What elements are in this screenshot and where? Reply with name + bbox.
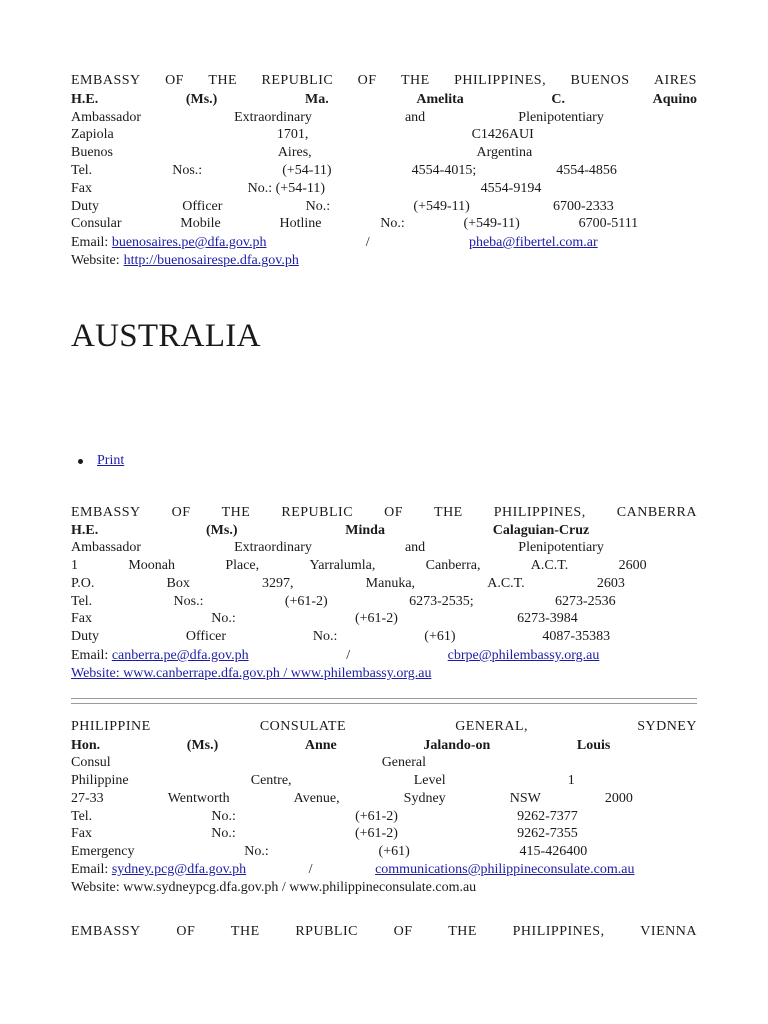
canberra-ambassador-name [71, 522, 697, 540]
word: Ma. [304, 92, 329, 107]
word: Jalando-on [423, 738, 491, 753]
word: EMBASSY [71, 505, 141, 520]
word: THE [221, 505, 251, 520]
canberra-fax [71, 610, 697, 628]
word: (+54-11) [282, 163, 332, 178]
word: (+549-11) [463, 216, 520, 231]
word: A.C.T. [530, 558, 569, 573]
word: Manuka, [365, 576, 416, 591]
canberra-address-street [71, 557, 697, 575]
word: Avenue, [293, 791, 340, 806]
word: No.: [211, 809, 236, 824]
word: Tel. [71, 163, 93, 178]
word: A.C.T. [487, 576, 525, 591]
buenos-aires-consular-hotline [71, 215, 697, 233]
word: OF [176, 924, 196, 939]
word: 415-426400 [519, 844, 588, 859]
word: 6273-3984 [517, 611, 578, 626]
word: EMBASSY [71, 73, 141, 88]
word: 2603 [596, 576, 625, 591]
word: 9262-7355 [517, 826, 578, 841]
word: Sydney [403, 791, 446, 806]
email-separator: / [308, 862, 313, 877]
word: OF [357, 73, 377, 88]
word: Plenipotentiary [518, 110, 604, 125]
word: Hon. [71, 738, 101, 753]
word: PHILIPPINES, [454, 73, 547, 88]
canberra-po-box [71, 575, 697, 593]
word: REPUBLIC [281, 505, 354, 520]
word: Consular [71, 216, 122, 231]
word: Emergency [71, 844, 135, 859]
word: 6273-2536 [554, 594, 616, 609]
sydney-email-link-1[interactable]: sydney.pcg@dfa.gov.ph [111, 862, 247, 877]
buenos-aires-telephone [71, 162, 697, 180]
word: P.O. [71, 576, 95, 591]
word: Canberra, [425, 558, 481, 573]
buenos-aires-title [71, 72, 697, 90]
word: Philippine [71, 773, 129, 788]
word: Ambassador [71, 110, 141, 125]
horizontal-divider [71, 698, 697, 704]
word: (+61-2) [354, 611, 398, 626]
word: 1 [71, 558, 78, 573]
word: Mobile [180, 216, 221, 231]
canberra-title [71, 504, 697, 522]
email-label: Email: [71, 235, 109, 250]
word: BUENOS [570, 73, 630, 88]
buenos-aires-duty-officer [71, 198, 697, 216]
email-separator: / [346, 648, 351, 663]
canberra-email-link-2[interactable]: cbrpe@philembassy.org.au [447, 648, 600, 663]
canberra-telephone [71, 593, 697, 611]
word: 2000 [604, 791, 633, 806]
word: Plenipotentiary [518, 540, 604, 555]
word: 6700-2333 [553, 199, 614, 214]
vienna-title [71, 923, 697, 941]
buenos-aires-email-line [71, 234, 697, 252]
buenos-aires-ambassador-name [71, 91, 697, 109]
email-label: Email: [71, 862, 109, 877]
word: Aquino [652, 92, 697, 107]
word: (Ms.) [186, 738, 219, 753]
word: 4554-4015; [411, 163, 477, 178]
word: H.E. [71, 523, 99, 538]
word: 6273-2535; [409, 594, 474, 609]
word: Argentina [476, 145, 533, 160]
canberra-duty-officer [71, 628, 697, 646]
word: No.: [211, 826, 236, 841]
website-label: Website: [71, 253, 120, 268]
word: OF [393, 924, 413, 939]
buenos-aires-email-link-2[interactable]: pheba@fibertel.com.ar [468, 235, 598, 250]
sydney-email-link-2[interactable]: communications@philippineconsulate.com.au [375, 862, 635, 877]
word: THE [230, 924, 260, 939]
word: (+61-2) [354, 826, 398, 841]
word: Wentworth [167, 791, 230, 806]
word: Amelita [416, 92, 464, 107]
word: THE [208, 73, 238, 88]
word: RPUBLIC [295, 924, 358, 939]
sydney-emergency [71, 843, 697, 861]
word: GENERAL, [455, 719, 529, 734]
word: THE [434, 505, 463, 520]
word: 27-33 [71, 791, 104, 806]
word: Nos.: [173, 594, 204, 609]
word: (+61) [424, 629, 456, 644]
word: Level [413, 773, 446, 788]
word: PHILIPPINES, [512, 924, 605, 939]
word: Fax [71, 826, 92, 841]
print-link[interactable]: Print [97, 453, 125, 468]
word: Buenos [71, 145, 113, 160]
word: Centre, [250, 773, 292, 788]
word: PHILIPPINES, [493, 505, 586, 520]
word: Moonah [128, 558, 175, 573]
sydney-email-line [71, 861, 697, 879]
word: REPUBLIC [261, 73, 334, 88]
word: Calaguian-Cruz [492, 523, 590, 538]
word: Duty [71, 199, 99, 214]
word: C1426AUI [471, 127, 534, 142]
buenos-aires-address-city [71, 144, 697, 162]
word: Consul [71, 755, 111, 770]
word: No.: [244, 844, 269, 859]
word: 3297, [262, 576, 294, 591]
word: (Ms.) [185, 92, 218, 107]
buenos-aires-website-link[interactable]: http://buenosairespe.dfa.gov.ph [123, 253, 299, 268]
word: Ambassador [71, 540, 141, 555]
word: Zapiola [71, 127, 114, 142]
word: Officer [182, 199, 223, 214]
canberra-website-line [71, 665, 697, 683]
email-label: Email: [71, 648, 109, 663]
buenos-aires-fax [71, 180, 697, 198]
section-heading-australia: AUSTRALIA [71, 318, 261, 354]
word: PHILIPPINE [71, 719, 151, 734]
word: 2600 [618, 558, 647, 573]
word: 4554-9194 [480, 181, 542, 196]
word: Tel. [71, 594, 93, 609]
word: AIRES [653, 73, 697, 88]
email-separator: / [365, 235, 370, 250]
word: (+549-11) [413, 199, 470, 214]
word: Louis [576, 738, 611, 753]
buenos-aires-address-street [71, 126, 697, 144]
word: No.: [312, 629, 338, 644]
word: (Ms.) [206, 523, 238, 538]
word: General [381, 755, 426, 770]
word: Box [166, 576, 190, 591]
word: Fax [71, 611, 92, 626]
canberra-email-line [71, 647, 697, 665]
canberra-ambassador-title [71, 539, 697, 557]
buenos-aires-website-line [71, 252, 697, 270]
word: and [404, 110, 426, 125]
print-list-item [97, 451, 124, 471]
bullet-icon [78, 459, 83, 464]
sydney-consul-title [71, 754, 697, 772]
sydney-fax [71, 825, 697, 843]
buenos-aires-email-link-1[interactable]: buenosaires.pe@dfa.gov.ph [111, 235, 267, 250]
sydney-telephone [71, 808, 697, 826]
word: OF [171, 505, 191, 520]
word: NSW [509, 791, 541, 806]
word: CONSULATE [259, 719, 347, 734]
canberra-website-link[interactable]: Website: www.canberrape.dfa.gov.ph / www.philembassy.org.au [71, 666, 432, 681]
word: SYDNEY [637, 719, 697, 734]
word: and [404, 540, 426, 555]
word: Place, [225, 558, 260, 573]
word: Aires, [277, 145, 312, 160]
word: Anne [304, 738, 337, 753]
word: Extraordinary [234, 540, 312, 555]
word: EMBASSY [71, 924, 141, 939]
word: Officer [185, 629, 227, 644]
word: Nos.: [172, 163, 203, 178]
word: 1 [567, 773, 575, 788]
word: C. [551, 92, 566, 107]
word: H.E. [71, 92, 99, 107]
canberra-email-link-1[interactable]: canberra.pe@dfa.gov.ph [111, 648, 249, 663]
sydney-website-line [71, 879, 697, 897]
word: 1701, [276, 127, 309, 142]
sydney-consul-name [71, 737, 697, 755]
word: (+61-2) [355, 809, 398, 824]
word: (+61-2) [284, 594, 328, 609]
word: No.: [380, 216, 405, 231]
word: THE [400, 73, 430, 88]
word: OF [165, 73, 184, 88]
sydney-website-text: Website: www.sydneypcg.dfa.gov.ph / www.philippineconsulate.com.au [71, 880, 477, 895]
word: Tel. [71, 809, 93, 824]
word: 4554-4856 [556, 163, 617, 178]
word: Duty [71, 629, 99, 644]
word: Hotline [279, 216, 322, 231]
sydney-title [71, 718, 697, 736]
word: No.: (+54-11) [247, 181, 326, 196]
word: 6700-5111 [578, 216, 639, 231]
word: Fax [71, 181, 92, 196]
word: CANBERRA [616, 505, 697, 520]
word: Yarralumla, [309, 558, 376, 573]
word: THE [448, 924, 477, 939]
buenos-aires-ambassador-title [71, 109, 697, 127]
word: Extraordinary [234, 110, 312, 125]
word: Minda [345, 523, 385, 538]
word: 9262-7377 [517, 809, 578, 824]
sydney-address-street [71, 790, 697, 808]
word: (+61) [378, 844, 410, 859]
word: OF [384, 505, 403, 520]
word: No.: [211, 611, 236, 626]
sydney-address-building [71, 772, 697, 790]
word: No.: [305, 199, 331, 214]
word: VIENNA [640, 924, 697, 939]
word: 4087-35383 [542, 629, 611, 644]
